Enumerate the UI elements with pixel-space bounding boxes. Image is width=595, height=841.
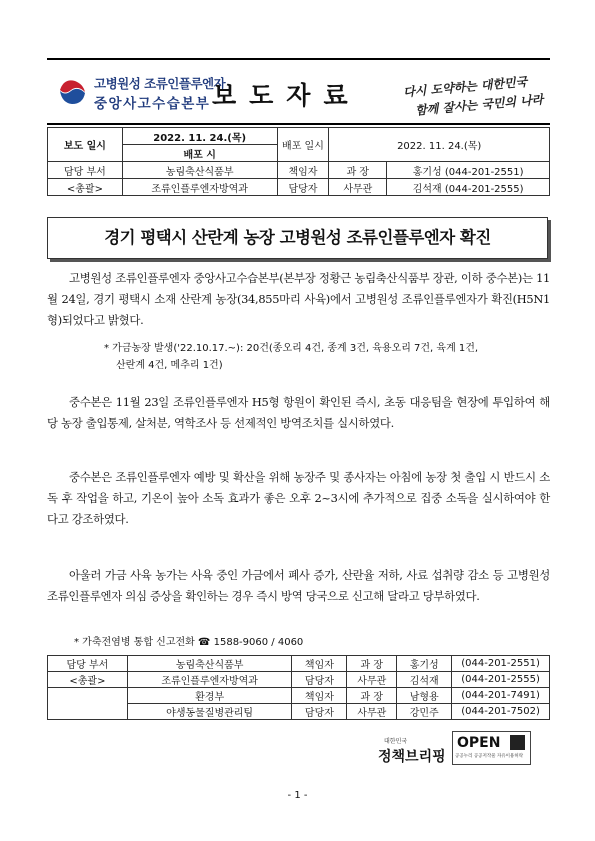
contact-role: 담당자	[277, 179, 329, 196]
contact-title: 사무관	[347, 672, 397, 688]
release-info-table	[47, 127, 550, 196]
contacts-dept-line2: 야생동물질병관리팀	[127, 704, 292, 720]
dept-label: 담당 부서	[48, 162, 123, 179]
dept-line2: 조류인플루엔자방역과	[122, 179, 277, 196]
contact-phone: (044-201-7491)	[452, 688, 550, 704]
header-top-rule	[47, 58, 550, 60]
footnote-outbreaks-line1: * 가금농장 발생('22.10.17.~): 20건(종오리 4건, 종계 3건, 육용오리 7건, 육계 1건,	[104, 343, 479, 354]
dept-line1: 농림축산식품부	[122, 162, 277, 179]
contacts-label: 담당 부서	[48, 656, 128, 672]
contact-title: 과 장	[347, 656, 397, 672]
body-paragraph-3: 중수본은 조류인플루엔자 예방 및 확산을 위해 농장주 및 종사자는 아침에 농장 첫 출입 시 반드시 소독 후 작업을 하고, 기온이 높아 소독 효과가 좋은 오후 2~3시에 추가적으로 집중 소독을 실시하여야 한다고 강조하였다.	[47, 470, 550, 526]
contacts-table	[47, 655, 550, 720]
kogl-open-sub: 공공누리 공공저작물 자유이용허락	[455, 754, 524, 759]
contact-name: 홍기성	[397, 656, 452, 672]
release-note: 배포 시	[122, 145, 277, 162]
document-type-title: 보도자료	[212, 81, 361, 110]
kogl-open-label: OPEN	[457, 735, 501, 751]
body-paragraph-4: 아울러 가금 사육 농가는 사육 중인 가금에서 폐사 증가, 산란율 저하, 사료 섭취량 감소 등 고병원성 조류인플루엔자 의심 증상을 확인하는 경우 즉시 방역 당국으로 신고해 달라고 당부하였다.	[47, 568, 550, 603]
release-date: 2022. 11. 24.(목)	[122, 128, 277, 145]
contacts-dept-line1: 환경부	[127, 688, 292, 704]
contact-role: 책임자	[277, 162, 329, 179]
contact-name-phone: 홍기성 (044-201-2551)	[387, 162, 550, 179]
headline: 경기 평택시 산란계 농장 고병원성 조류인플루엔자 확진	[104, 228, 491, 247]
release-label: 보도 일시	[48, 128, 123, 162]
contact-phone: (044-201-2555)	[452, 672, 550, 688]
contact-title: 과 장	[347, 688, 397, 704]
footnote-hotline: * 가축전염병 통합 신고전화 ☎ 1588-9060 / 4060	[74, 637, 304, 648]
body-paragraph-2: 중수본은 11월 23일 조류인플루엔자 H5형 항원이 확인된 즉시, 초동 대응팀을 현장에 투입하여 해당 농장 출입통제, 살처분, 역학조사 등 선제적인 방역조치를 실시하였다.	[47, 395, 550, 430]
org-name-line2: 중앙사고수습본부	[94, 96, 211, 112]
contact-title: 과 장	[329, 162, 387, 179]
kogl-license-icon	[510, 735, 525, 750]
contact-role: 책임자	[292, 656, 347, 672]
contact-title: 사무관	[347, 704, 397, 720]
contact-name: 강민주	[397, 704, 452, 720]
contact-name: 김석재	[397, 672, 452, 688]
contacts-dept-line1: 농림축산식품부	[127, 656, 292, 672]
contact-phone: (044-201-7502)	[452, 704, 550, 720]
contact-name: 남형용	[397, 688, 452, 704]
contact-name-phone: 김석재 (044-201-2555)	[387, 179, 550, 196]
contact-title: 사무관	[329, 179, 387, 196]
slogan-line2: 함께 잘사는 국민의 나라	[414, 92, 544, 118]
distribution-label: 배포 일시	[277, 128, 329, 162]
contact-phone: (044-201-2551)	[452, 656, 550, 672]
contacts-empty-cell	[48, 688, 128, 720]
dept-sub: <총괄>	[48, 179, 123, 196]
page-number: - 1 -	[287, 790, 308, 801]
policy-briefing-logo: 정책브리핑	[378, 749, 446, 765]
policy-briefing-logo-small: 대한민국	[384, 738, 408, 745]
contacts-dept-line2: 조류인플루엔자방역과	[127, 672, 292, 688]
government-emblem-icon	[56, 74, 90, 108]
header-bottom-rule	[47, 123, 550, 125]
headline-box	[47, 217, 548, 259]
org-name-line1: 고병원성 조류인플루엔자	[94, 76, 226, 91]
contact-role: 책임자	[292, 688, 347, 704]
footnote-outbreaks-line2: 산란계 4건, 메추리 1건)	[116, 360, 223, 371]
contacts-sub: <총괄>	[48, 672, 128, 688]
contact-role: 담당자	[292, 704, 347, 720]
contact-role: 담당자	[292, 672, 347, 688]
body-paragraph-1: 고병원성 조류인플루엔자 중앙사고수습본부(본부장 정황근 농림축산식품부 장관, 이하 중수본)는 11월 24일, 경기 평택시 소재 산란계 농장(34,855마리 사육)에서 고병원성 조류인플루엔자가 확진(H5N1형)되었다고 밝혔다.	[47, 271, 550, 327]
distribution-date: 2022. 11. 24.(목)	[329, 128, 550, 162]
slogan-line1: 다시 도약하는 대한민국	[402, 74, 528, 100]
